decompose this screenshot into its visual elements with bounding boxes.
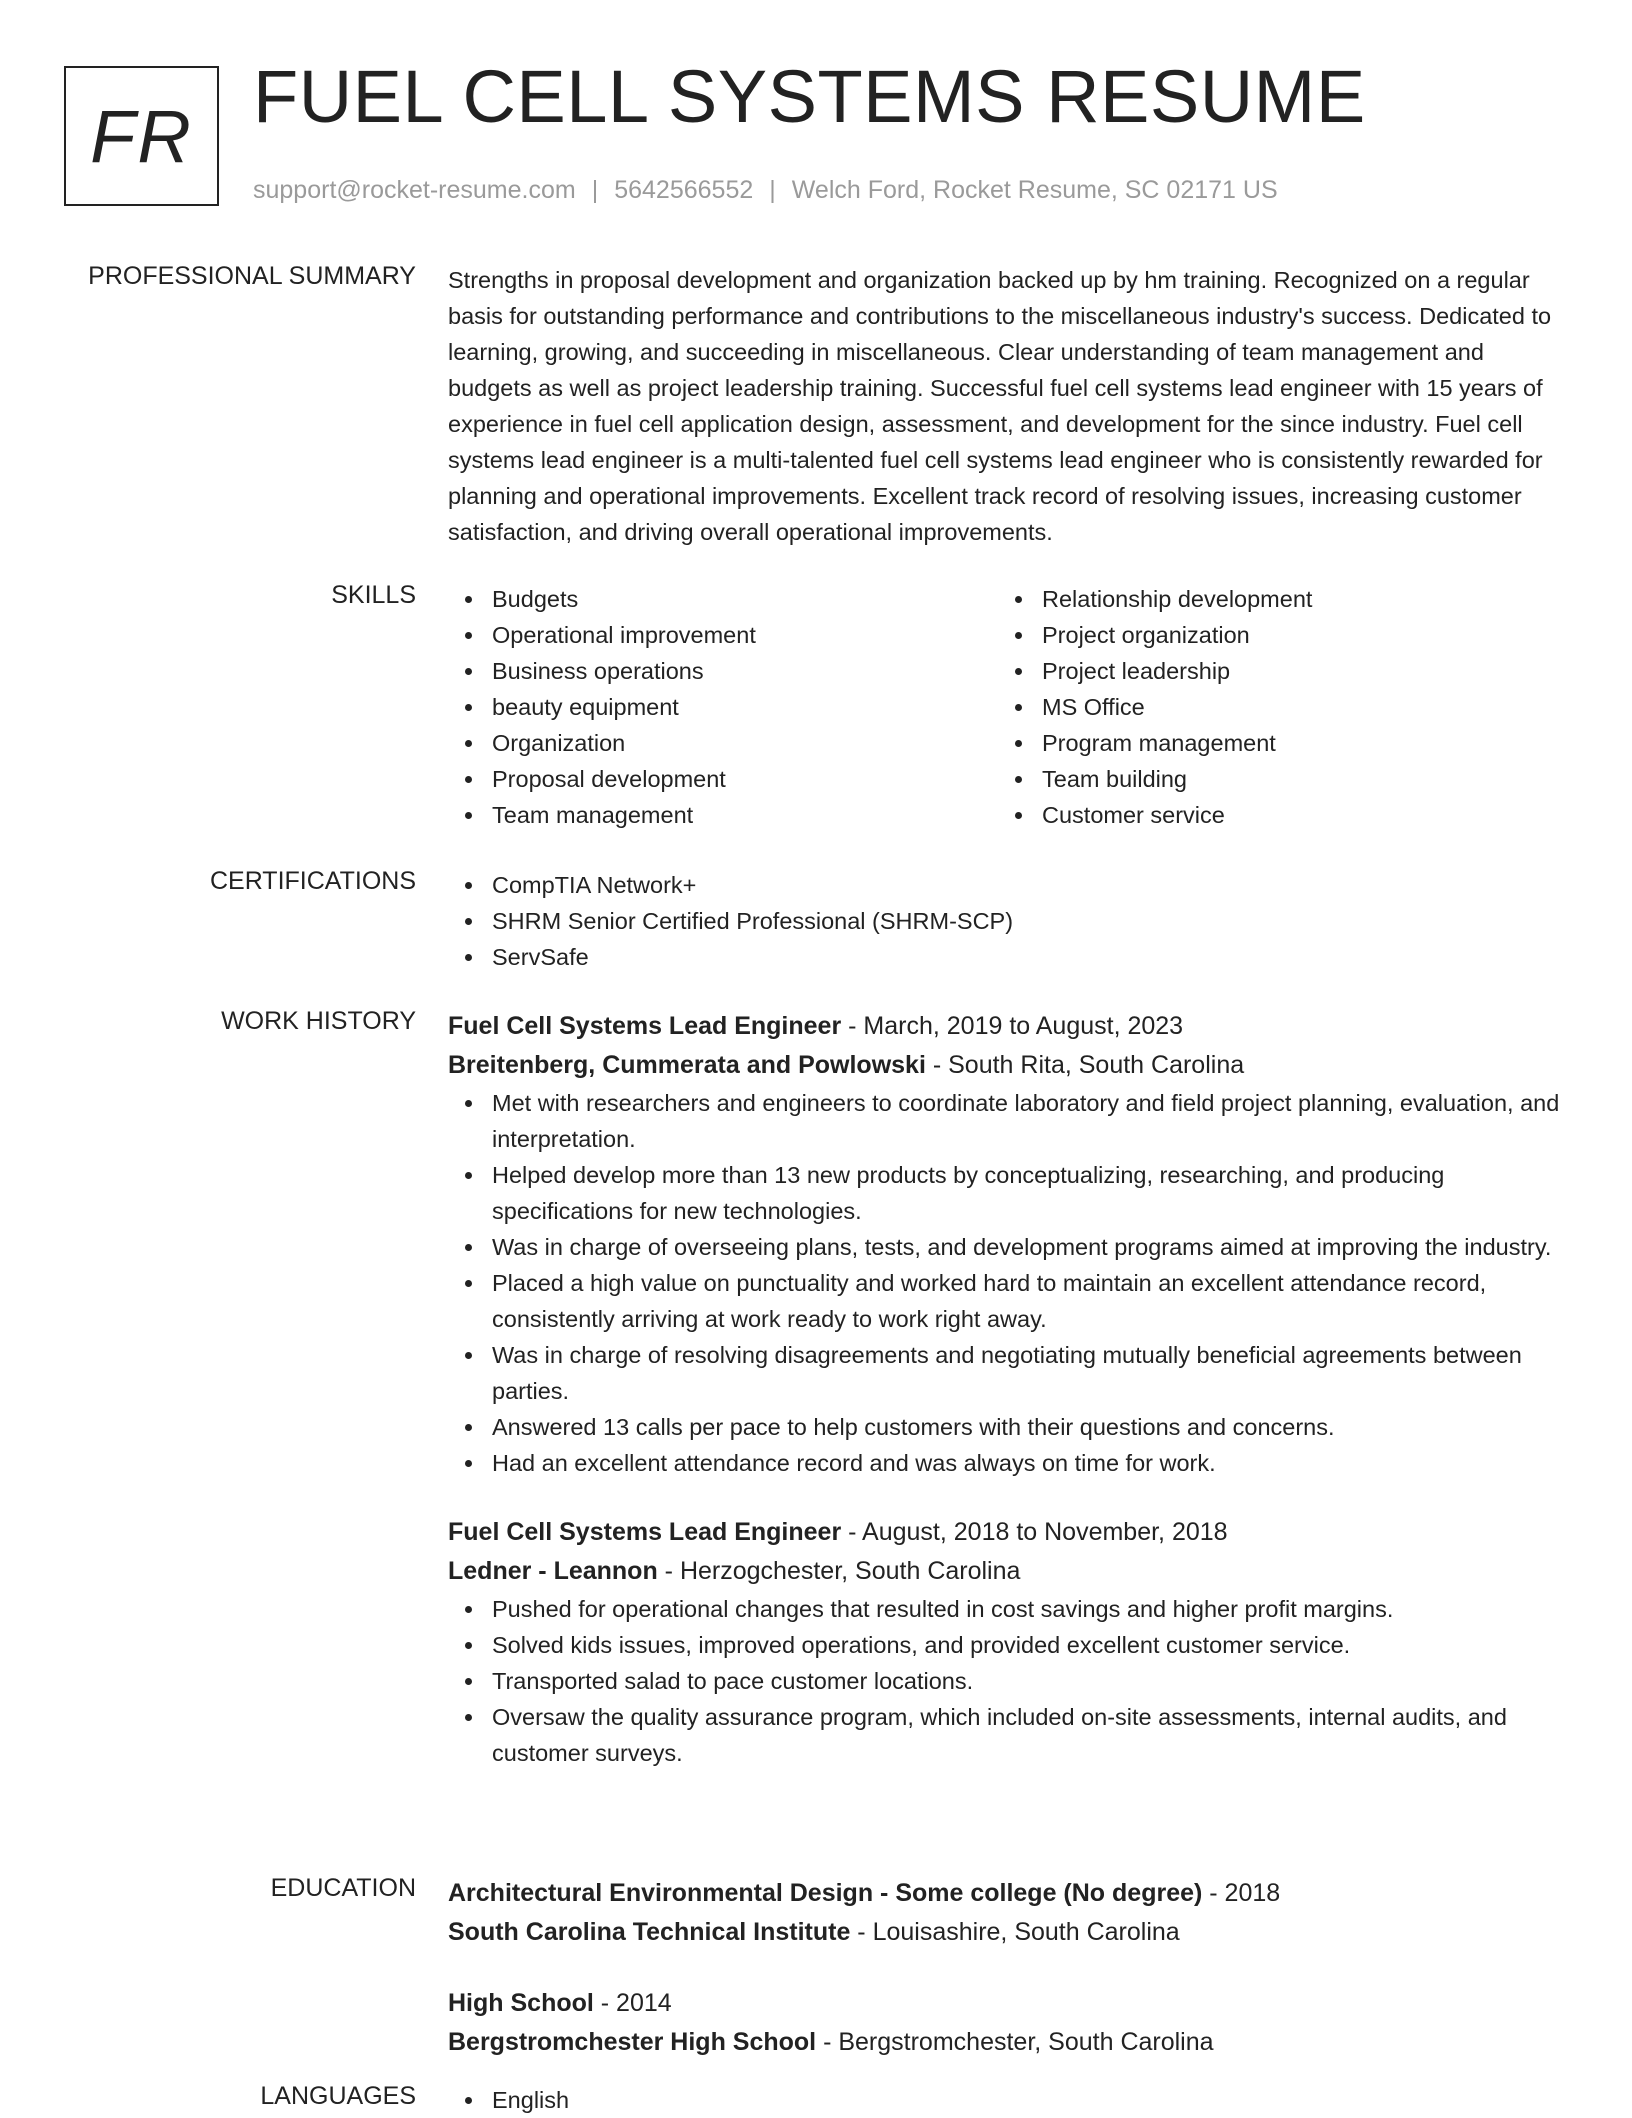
job-title: Fuel Cell Systems Lead Engineer: [448, 1518, 842, 1546]
job-bullet: Had an excellent attendance record and was always on time for work.: [448, 1445, 1568, 1481]
education-degree-line: [448, 1874, 1568, 1913]
certification-item: CompTIA Network+: [448, 867, 1568, 903]
job-bullets: [448, 1591, 1568, 1771]
job-location: - Herzogchester, South Carolina: [657, 1557, 1021, 1585]
job-bullet: Was in charge of overseeing plans, tests, and development programs aimed at improving the industry.: [448, 1229, 1568, 1265]
job-bullet: Met with researchers and engineers to coordinate laboratory and field project planning, evaluation, and interpretation.: [448, 1085, 1568, 1157]
section-label-certifications: CERTIFICATIONS: [209, 867, 416, 895]
job-title: Fuel Cell Systems Lead Engineer: [448, 1012, 842, 1040]
skills-column-1: [448, 581, 998, 833]
job-company-line: [448, 1046, 1568, 1085]
job-bullet: Transported salad to pace customer locations.: [448, 1663, 1568, 1699]
work-history-body: [448, 1007, 1568, 1771]
skill-item: Proposal development: [448, 761, 998, 797]
job-entry: [448, 1513, 1568, 1771]
education-school: Bergstromchester High School: [448, 2028, 817, 2056]
skill-item: Relationship development: [998, 581, 1548, 617]
languages-list: [448, 2082, 1568, 2118]
skill-item: Customer service: [998, 797, 1548, 833]
job-bullets: [448, 1085, 1568, 1481]
skill-item: Program management: [998, 725, 1548, 761]
job-bullet: Answered 13 calls per pace to help customers with their questions and concerns.: [448, 1409, 1568, 1445]
job-bullet: Helped develop more than 13 new products by conceptualizing, researching, and producing specifications for new technologies.: [448, 1157, 1568, 1229]
certifications-list: [448, 867, 1568, 975]
section-label-work-history: WORK HISTORY: [221, 1007, 416, 1035]
contact-phone: 5642566552: [614, 176, 754, 204]
education-location: - Louisashire, South Carolina: [850, 1918, 1180, 1946]
education-year: - 2014: [593, 1989, 672, 2017]
skill-item: beauty equipment: [448, 689, 998, 725]
education-entry: [448, 1984, 1568, 2062]
section-label-education: EDUCATION: [270, 1874, 416, 1902]
job-dates: - August, 2018 to November, 2018: [841, 1518, 1228, 1546]
job-company: Ledner - Leannon: [448, 1557, 658, 1585]
skill-item: Team building: [998, 761, 1548, 797]
skills-column-2: [998, 581, 1548, 833]
education-school-line: [448, 2023, 1568, 2062]
skill-item: Team management: [448, 797, 998, 833]
education-location: - Bergstromchester, South Carolina: [816, 2028, 1214, 2056]
education-school: South Carolina Technical Institute: [448, 1918, 851, 1946]
skill-item: Budgets: [448, 581, 998, 617]
contact-email: support@rocket-resume.com: [253, 176, 576, 204]
skill-item: MS Office: [998, 689, 1548, 725]
education-entry: [448, 1874, 1568, 1952]
education-body: [448, 1874, 1568, 2062]
job-company: Breitenberg, Cummerata and Powlowski: [448, 1051, 926, 1079]
job-title-line: [448, 1007, 1568, 1046]
job-dates: - March, 2019 to August, 2023: [841, 1012, 1184, 1040]
job-bullet: Pushed for operational changes that resulted in cost savings and higher profit margins.: [448, 1591, 1568, 1627]
education-degree: High School: [448, 1989, 594, 2017]
skill-item: Business operations: [448, 653, 998, 689]
skills-grid: [448, 581, 1568, 833]
job-location: - South Rita, South Carolina: [925, 1051, 1245, 1079]
job-bullet: Was in charge of resolving disagreements and negotiating mutually beneficial agreements between parties.: [448, 1337, 1568, 1409]
contact-separator: |: [769, 176, 776, 204]
section-label-languages: LANGUAGES: [260, 2082, 416, 2110]
contact-address: Welch Ford, Rocket Resume, SC 02171 US: [791, 176, 1278, 204]
certification-item: ServSafe: [448, 939, 1568, 975]
skill-item: Organization: [448, 725, 998, 761]
skill-item: Project leadership: [998, 653, 1548, 689]
contact-line: [253, 176, 1278, 205]
job-title-line: [448, 1513, 1568, 1552]
education-degree: Architectural Environmental Design - Some college (No degree): [448, 1879, 1203, 1907]
job-bullet: Solved kids issues, improved operations, and provided excellent customer service.: [448, 1627, 1568, 1663]
contact-separator: |: [591, 176, 599, 204]
skill-item: Project organization: [998, 617, 1548, 653]
monogram-logo: FR: [64, 66, 219, 206]
job-entry: [448, 1007, 1568, 1481]
education-year: - 2018: [1202, 1879, 1281, 1907]
education-school-line: [448, 1913, 1568, 1952]
summary-text: Strengths in proposal development and organization backed up by hm training. Recognized on a regular basis for outstanding performance and contributions to the miscellaneous industry's success. Dedicated to learning, growing, and succeeding in miscellaneous. Clear understanding of team management and budgets as well as project leadership training. Successful fuel cell systems lead engineer with 15 years of experience in fuel cell application design, assessment, and development for the since industry. Fuel cell systems lead engineer is a multi-talented fuel cell systems lead engineer who is consistently rewarded for planning and operational improvements. Excellent track record of resolving issues, increasing customer satisfaction, and driving overall operational improvements.: [448, 267, 1552, 545]
section-label-skills: SKILLS: [331, 581, 416, 609]
language-item: English: [448, 2082, 1568, 2118]
skill-item: Operational improvement: [448, 617, 998, 653]
job-bullet: Oversaw the quality assurance program, which included on-site assessments, internal audits, and customer surveys.: [448, 1699, 1568, 1771]
job-bullet: Placed a high value on punctuality and worked hard to maintain an excellent attendance record, consistently arriving at work ready to work right away.: [448, 1265, 1568, 1337]
resume-title: FUEL CELL SYSTEMS RESUME: [253, 55, 1366, 138]
job-company-line: [448, 1552, 1568, 1591]
education-degree-line: [448, 1984, 1568, 2023]
certification-item: SHRM Senior Certified Professional (SHRM-SCP): [448, 903, 1568, 939]
section-label-summary: PROFESSIONAL SUMMARY: [88, 262, 416, 290]
